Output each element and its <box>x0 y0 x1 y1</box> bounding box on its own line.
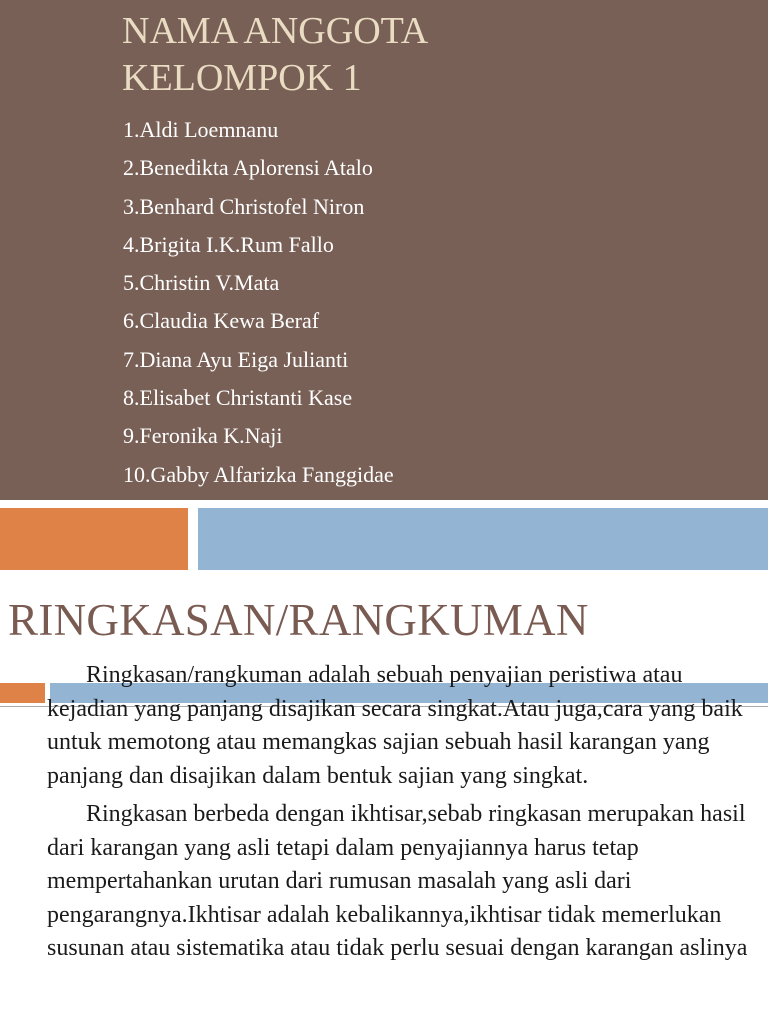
list-item: 7.Diana Ayu Eiga Julianti <box>123 346 349 372</box>
slide-summary <box>0 570 768 1024</box>
slide1-divider <box>0 500 768 508</box>
list-item: 4.Brigita I.K.Rum Fallo <box>123 231 334 257</box>
slide1-title-line1: NAMA ANGGOTA <box>122 10 429 52</box>
list-item: 9.Feronika K.Naji <box>123 423 283 449</box>
slide1-title-line2: KELOMPOK 1 <box>122 57 362 99</box>
slide1-accent-bar-orange <box>0 508 188 570</box>
list-item: 2.Benedikta Aplorensi Atalo <box>123 155 373 181</box>
slide2-title: RINGKASAN/RANGKUMAN <box>8 595 589 645</box>
body-paragraph-1: Ringkasan/rangkuman adalah sebuah penyajian peristiwa atau kejadian yang panjang disajikan secara singkat.Atau juga,cara yang baik untuk memotong atau memangkas sajian sebuah hasil karangan yang panjang dan disajikan dalam bentuk sajian yang singkat. <box>47 662 743 789</box>
body-paragraph-2: Ringkasan berbeda dengan ikhtisar,sebab ringkasan merupakan hasil dari karangan yang asli tetapi dalam penyajiannya harus tetap mempertahankan urutan dari rumusan masalah yang asli dari pengarangnya.Ikhtisar adalah kebalikannya,ikhtisar tidak memerlukan susunan atau sistematika atau tidak perlu sesuai dengan karangan aslinya <box>47 801 748 961</box>
list-item: 5.Christin V.Mata <box>123 270 280 296</box>
slide1-title <box>122 8 742 102</box>
list-item: 10.Gabby Alfarizka Fanggidae <box>123 461 394 487</box>
slide2-body <box>47 659 765 971</box>
list-item: 6.Claudia Kewa Beraf <box>123 308 320 334</box>
list-item: 1.Aldi Loemnanu <box>123 117 279 142</box>
slide-members <box>0 0 768 500</box>
list-item: 3.Benhard Christofel Niron <box>123 193 365 219</box>
slide2-accent-bar-orange <box>0 683 45 703</box>
member-list <box>123 111 394 494</box>
list-item: 8.Elisabet Christanti Kase <box>123 385 353 411</box>
slide1-accent-bar-blue <box>198 508 768 570</box>
